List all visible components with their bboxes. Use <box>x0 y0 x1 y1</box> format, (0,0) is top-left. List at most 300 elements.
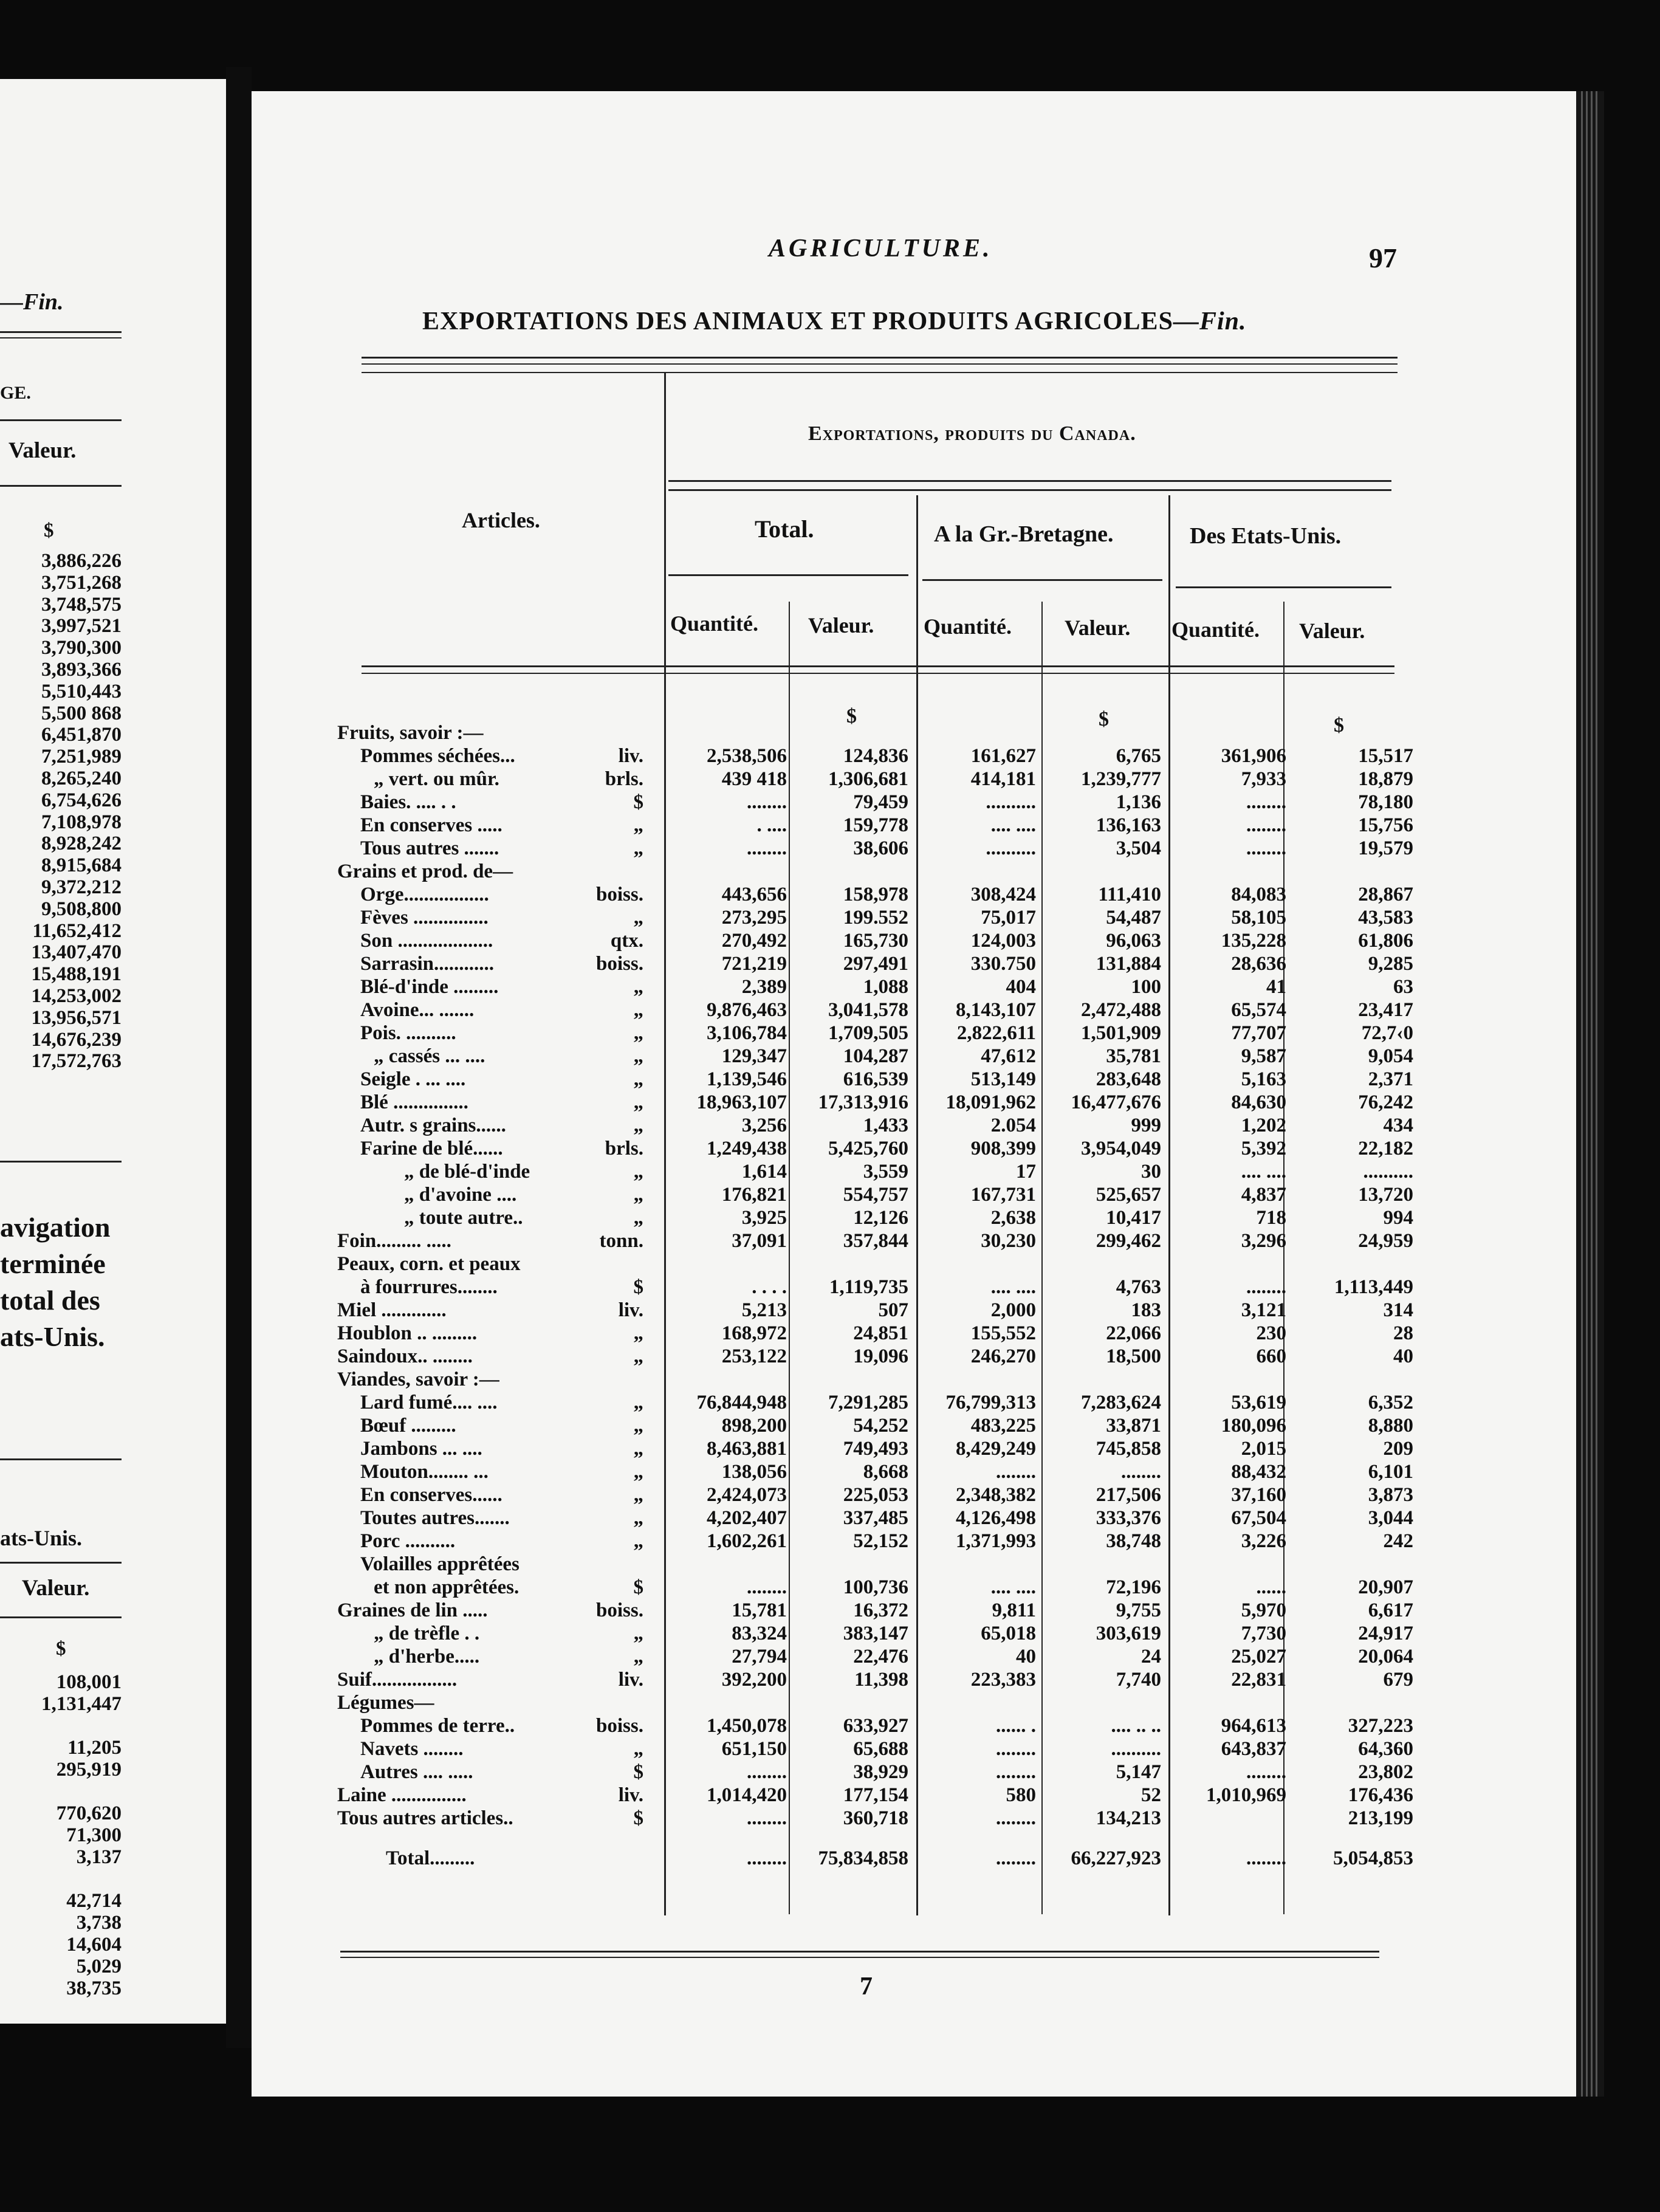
row-label: Toutes autres....... <box>360 1507 510 1529</box>
us-value-cell: 15,517 <box>1358 745 1413 767</box>
row-unit: „ <box>633 976 643 998</box>
us-value-cell: 2,371 <box>1368 1068 1413 1090</box>
row-label: Graines de lin ..... <box>337 1599 488 1621</box>
left-valeur-heading: Valeur. <box>9 438 77 463</box>
row-label-cell <box>337 860 647 883</box>
row-label: En conserves ..... <box>360 814 502 836</box>
row-label: „ cassés ... .... <box>374 1045 485 1067</box>
table-row <box>337 1807 1413 1830</box>
total-row <box>337 1830 1413 1870</box>
row-label: „ de trèfle . . <box>374 1623 480 1644</box>
gb-quantity-cell: .... .... <box>990 1576 1036 1598</box>
total-gb-quantity-cell: ........ <box>996 1847 1036 1869</box>
us-value-cell: 63 <box>1393 976 1413 998</box>
left-value: 7,108,978 <box>41 811 122 833</box>
left-sub-dollar: $ <box>56 1638 66 1660</box>
total-quantity-cell: . . . . <box>752 1276 787 1298</box>
row-label: Viandes, savoir :— <box>337 1369 499 1390</box>
gb-value-cell: 72,196 <box>1106 1576 1161 1598</box>
total-value-cell: 8,668 <box>863 1461 908 1483</box>
gb-value-cell: 1,501,909 <box>1081 1022 1161 1044</box>
row-unit: „ <box>633 1507 643 1529</box>
us-quantity-cell <box>1161 1807 1286 1830</box>
page-edge <box>1576 91 1604 2097</box>
row-unit: „ <box>633 1322 643 1344</box>
left-value: 3,748,575 <box>41 593 122 616</box>
total-quantity-cell: 4,202,407 <box>707 1507 787 1529</box>
gb-value-cell: 5,147 <box>1116 1761 1161 1783</box>
total-value-cell <box>787 1252 908 1276</box>
gb-quantity-cell: 17 <box>1016 1161 1036 1183</box>
rule <box>362 363 1398 365</box>
us-value-cell: 20,064 <box>1358 1646 1413 1668</box>
us-quantity-cell: 3,121 <box>1241 1299 1286 1321</box>
total-qty-heading: Quantité. <box>670 611 759 636</box>
us-value-cell: 434 <box>1383 1115 1413 1136</box>
left-value: 108,001 <box>56 1671 122 1693</box>
exports-table <box>337 721 1413 1870</box>
gb-quantity-cell: 76,799,313 <box>945 1392 1036 1413</box>
row-label-cell <box>337 1345 647 1368</box>
row-unit: „ <box>633 1184 643 1206</box>
total-value-cell: 1,306,681 <box>828 768 908 790</box>
total-quantity-cell: 3,256 <box>741 1115 787 1136</box>
row-unit: boiss. <box>596 1715 643 1737</box>
total-quantity-cell <box>647 1553 787 1576</box>
rule <box>0 331 122 333</box>
total-value-cell: 225,053 <box>843 1484 908 1506</box>
gb-value-cell: 111,410 <box>1098 884 1161 905</box>
row-label-cell <box>337 1437 647 1460</box>
table-row <box>337 1345 1413 1368</box>
total-value-cell: 633,927 <box>843 1715 908 1737</box>
gb-quantity-cell: 8,143,107 <box>956 999 1036 1021</box>
table-row <box>337 1553 1413 1576</box>
rule <box>362 673 1394 674</box>
gb-quantity-cell: ........ <box>996 1461 1036 1483</box>
row-label-cell <box>337 1576 647 1599</box>
gb-value-cell: 303,619 <box>1096 1623 1161 1644</box>
left-dollar-sign: $ <box>44 520 54 541</box>
gb-value-cell: 7,283,624 <box>1081 1392 1161 1413</box>
row-label: Orge................. <box>360 884 489 905</box>
left-value: 3,886,226 <box>41 550 122 572</box>
gb-quantity-cell <box>908 1252 1036 1276</box>
gb-value-cell: 52 <box>1141 1784 1161 1806</box>
gb-value-cell: 54,487 <box>1106 907 1161 929</box>
row-label-cell <box>337 929 647 952</box>
us-value-cell: 78,180 <box>1358 791 1413 813</box>
row-label-cell <box>337 883 647 906</box>
row-label-cell <box>337 1322 647 1345</box>
total-total-quantity-cell: ........ <box>747 1847 787 1869</box>
us-value-cell: 28,867 <box>1358 884 1413 905</box>
left-value: 3,790,300 <box>41 637 122 659</box>
rule <box>0 337 122 338</box>
us-quantity-cell: 230 <box>1256 1322 1286 1344</box>
gb-value-cell: 30 <box>1141 1161 1161 1183</box>
total-quantity-cell: 270,492 <box>721 930 787 952</box>
total-quantity-cell: 83,324 <box>732 1623 787 1644</box>
row-unit: liv. <box>618 1784 643 1806</box>
total-quantity-cell: 168,972 <box>721 1322 787 1344</box>
row-label-cell <box>337 1737 647 1760</box>
total-quantity-cell: 15,781 <box>732 1599 787 1621</box>
row-label-cell <box>337 1160 647 1183</box>
us-quantity-cell: 4,837 <box>1241 1184 1286 1206</box>
total-value-cell: 1,119,735 <box>829 1276 908 1298</box>
table-row <box>337 1091 1413 1114</box>
us-value-cell: 72,7‹0 <box>1361 1022 1413 1044</box>
left-value: 14,604 <box>66 1934 122 1956</box>
table-row <box>337 1229 1413 1252</box>
table-row <box>337 1506 1413 1530</box>
row-label: Mouton........ ... <box>360 1461 489 1483</box>
total-value-cell: 38,929 <box>853 1761 908 1783</box>
table-row <box>337 1276 1413 1299</box>
row-label: Bœuf ......... <box>360 1415 456 1437</box>
gb-quantity-cell: 404 <box>1006 976 1036 998</box>
total-value-cell: 7,291,285 <box>828 1392 908 1413</box>
row-label-cell <box>337 1368 647 1391</box>
row-label-cell <box>337 768 647 791</box>
table-row <box>337 1784 1413 1807</box>
row-label-cell <box>337 1114 647 1137</box>
left-value: 5,029 <box>76 1956 122 1977</box>
table-row <box>337 1645 1413 1668</box>
gb-value-cell: 999 <box>1131 1115 1161 1136</box>
total-value-cell: 616,539 <box>843 1068 908 1090</box>
total-quantity-cell: 18,963,107 <box>696 1091 787 1113</box>
dollar-gb: $ <box>1099 708 1109 730</box>
total-value-cell: 297,491 <box>843 953 908 975</box>
gb-quantity-cell: ........ <box>996 1738 1036 1760</box>
gb-quantity-cell: 167,731 <box>970 1184 1036 1206</box>
left-value: 3,137 <box>76 1846 122 1868</box>
total-value-cell: 104,287 <box>843 1045 908 1067</box>
left-value: 3,738 <box>76 1912 122 1934</box>
us-quantity-cell: ........ <box>1246 814 1286 836</box>
articles-heading: Articles. <box>462 508 540 532</box>
left-sub-valeur: Valeur. <box>22 1576 90 1601</box>
row-label-cell <box>337 1276 647 1299</box>
gb-value-cell <box>1036 721 1161 744</box>
us-quantity-cell: 5,163 <box>1241 1068 1286 1090</box>
row-label: „ d'avoine .... <box>404 1184 517 1206</box>
table-row <box>337 1206 1413 1229</box>
us-value-cell: 176,436 <box>1348 1784 1413 1806</box>
table-row <box>337 791 1413 814</box>
us-quantity-cell: 5,392 <box>1241 1138 1286 1159</box>
row-unit: „ <box>633 1646 643 1668</box>
total-value-cell: 383,147 <box>843 1623 908 1644</box>
total-value-cell: 5,425,760 <box>828 1138 908 1159</box>
us-value-cell: 76,242 <box>1358 1091 1413 1113</box>
total-value-cell: 52,152 <box>853 1530 908 1552</box>
us-value-cell <box>1286 1691 1413 1714</box>
total-value-cell: 749,493 <box>843 1438 908 1460</box>
us-value-cell: 19,579 <box>1358 837 1413 859</box>
row-label: Foin......... ..... <box>337 1230 451 1252</box>
us-value-cell <box>1286 1252 1413 1276</box>
total-quantity-cell <box>647 721 787 744</box>
row-label: Miel ............. <box>337 1299 447 1321</box>
row-label-cell <box>337 744 647 768</box>
rule <box>0 1616 122 1618</box>
row-label-cell <box>337 837 647 860</box>
us-value-cell: 15,756 <box>1358 814 1413 836</box>
gb-value-cell: 33,871 <box>1106 1415 1161 1437</box>
us-qty-heading: Quantité. <box>1171 617 1260 642</box>
us-value-cell: 9,285 <box>1368 953 1413 975</box>
us-quantity-cell: 3,226 <box>1241 1530 1286 1552</box>
total-quantity-cell: 176,821 <box>721 1184 787 1206</box>
row-label-cell <box>337 1045 647 1068</box>
row-label-cell <box>337 1091 647 1114</box>
total-value-cell: 165,730 <box>843 930 908 952</box>
table-row <box>337 1299 1413 1322</box>
rule <box>0 1562 122 1564</box>
gb-quantity-cell: 2,348,382 <box>956 1484 1036 1506</box>
row-label-cell <box>337 1668 647 1691</box>
us-value-cell: 43,583 <box>1358 907 1413 929</box>
total-value-cell: 337,485 <box>843 1507 908 1529</box>
left-value: 71,300 <box>66 1824 122 1846</box>
total-value-cell: 357,844 <box>843 1230 908 1252</box>
row-unit: tonn. <box>599 1230 643 1252</box>
gb-quantity-cell: 65,018 <box>981 1623 1036 1644</box>
table-row <box>337 1368 1413 1391</box>
left-value: 17,572,763 <box>31 1050 122 1073</box>
us-value-cell: 3,044 <box>1368 1507 1413 1529</box>
gb-value-cell <box>1036 1691 1161 1714</box>
rule <box>668 480 1391 482</box>
row-label: Autres .... ..... <box>360 1761 473 1783</box>
us-value-cell: 209 <box>1383 1438 1413 1460</box>
total-value-cell <box>787 860 908 883</box>
us-quantity-cell: .... .... <box>1241 1161 1286 1183</box>
us-value-cell: 242 <box>1383 1530 1413 1552</box>
gb-value-cell: .......... <box>1111 1738 1161 1760</box>
us-value-cell <box>1286 1368 1413 1391</box>
gb-quantity-cell <box>908 1368 1036 1391</box>
left-value: 8,915,684 <box>41 854 122 877</box>
gb-value-cell: 525,657 <box>1096 1184 1161 1206</box>
gb-quantity-cell: 2,000 <box>990 1299 1036 1321</box>
gb-quantity-cell: .... .... <box>990 814 1036 836</box>
total-quantity-cell: ........ <box>747 791 787 813</box>
gb-value-cell: 38,748 <box>1106 1530 1161 1552</box>
left-note <box>0 1209 122 1355</box>
us-quantity-cell: 964,613 <box>1221 1715 1286 1737</box>
row-label-cell <box>337 1022 647 1045</box>
row-unit: „ <box>633 1115 643 1136</box>
us-quantity-cell: 1,010,969 <box>1206 1784 1286 1806</box>
us-value-cell <box>1286 721 1413 744</box>
total-value-cell: 38,606 <box>853 837 908 859</box>
left-value: 14,676,239 <box>31 1028 122 1051</box>
total-value-cell: 12,126 <box>853 1207 908 1229</box>
row-label: Jambons ... .... <box>360 1438 482 1460</box>
us-quantity-cell: 7,933 <box>1241 768 1286 790</box>
row-label-cell <box>337 998 647 1022</box>
us-quantity-cell <box>1161 1368 1286 1391</box>
row-label: Pois. .......... <box>360 1022 456 1044</box>
gb-value-cell: 7,740 <box>1116 1669 1161 1691</box>
row-unit: „ <box>633 1623 643 1644</box>
total-value-cell <box>787 1691 908 1714</box>
gb-quantity-cell: .......... <box>986 791 1036 813</box>
us-value-cell: 327,223 <box>1348 1715 1413 1737</box>
gb-quantity-cell: .......... <box>986 837 1036 859</box>
total-value-cell <box>787 1553 908 1576</box>
gb-value-cell: 136,163 <box>1096 814 1161 836</box>
row-label: Pommes de terre.. <box>360 1715 515 1737</box>
gb-quantity-cell: 40 <box>1016 1646 1036 1668</box>
left-value: 13,956,571 <box>31 1006 122 1029</box>
total-quantity-cell: ........ <box>747 1807 787 1829</box>
gb-quantity-cell: 9,811 <box>992 1599 1036 1621</box>
total-value-cell: 3,041,578 <box>828 999 908 1021</box>
table-title <box>422 307 1246 336</box>
us-value-cell: 23,802 <box>1358 1761 1413 1783</box>
us-value-cell <box>1286 1553 1413 1576</box>
gb-quantity-cell <box>908 1691 1036 1714</box>
us-value-cell: 994 <box>1383 1207 1413 1229</box>
table-row <box>337 952 1413 975</box>
left-sub-heading: ats-Unis. <box>0 1526 83 1550</box>
us-quantity-cell: 84,630 <box>1231 1091 1286 1113</box>
left-value: 3,893,366 <box>41 658 122 681</box>
gb-quantity-cell: 2,638 <box>990 1207 1036 1229</box>
total-heading: Total. <box>755 515 814 543</box>
left-value: 6,451,870 <box>41 724 122 746</box>
us-value-cell: 20,907 <box>1358 1576 1413 1598</box>
total-val-heading: Valeur. <box>808 613 874 637</box>
table-row <box>337 1045 1413 1068</box>
total-quantity-cell: 138,056 <box>721 1461 787 1483</box>
row-label-cell <box>337 1553 647 1576</box>
left-values-bottom <box>41 1671 122 1999</box>
total-quantity-cell: 1,139,546 <box>707 1068 787 1090</box>
row-label: Blé ............... <box>360 1091 468 1113</box>
row-label: Tous autres articles.. <box>337 1807 513 1829</box>
gb-quantity-cell: 161,627 <box>970 745 1036 767</box>
gb-quantity-cell: 47,612 <box>981 1045 1036 1067</box>
table-row <box>337 1714 1413 1737</box>
gb-value-cell: 9,755 <box>1116 1599 1161 1621</box>
row-label: Blé-d'inde ......... <box>360 976 499 998</box>
row-label-cell <box>337 1714 647 1737</box>
total-value-cell: 1,709,505 <box>828 1022 908 1044</box>
left-value: 9,508,800 <box>41 898 122 920</box>
gb-val-heading: Valeur. <box>1065 616 1131 640</box>
us-heading: Des Etats-Unis. <box>1190 523 1342 549</box>
table-row <box>337 1483 1413 1506</box>
left-value: 14,253,002 <box>31 984 122 1007</box>
row-label-cell <box>337 952 647 975</box>
gb-value-cell: 333,376 <box>1096 1507 1161 1529</box>
left-value: 11,205 <box>67 1737 122 1759</box>
total-quantity-cell <box>647 1368 787 1391</box>
gb-quantity-cell: 30,230 <box>981 1230 1036 1252</box>
gb-quantity-cell: 330.750 <box>970 953 1036 975</box>
us-quantity-cell: 643,837 <box>1221 1738 1286 1760</box>
total-quantity-cell: 439 418 <box>721 768 787 790</box>
table-row <box>337 1391 1413 1414</box>
us-value-cell: 40 <box>1393 1345 1413 1367</box>
row-label: „ vert. ou mûr. <box>374 768 499 790</box>
gb-quantity-cell: 308,424 <box>970 884 1036 905</box>
row-unit: $ <box>633 791 643 813</box>
row-label: à fourrures........ <box>360 1276 498 1298</box>
total-quantity-cell: 9,876,463 <box>707 999 787 1021</box>
row-unit: boiss. <box>596 953 643 975</box>
row-label-cell <box>337 1645 647 1668</box>
total-quantity-cell: 1,614 <box>741 1161 787 1183</box>
total-quantity-cell: 3,106,784 <box>707 1022 787 1044</box>
row-label: Grains et prod. de— <box>337 860 513 882</box>
us-quantity-cell: 67,504 <box>1231 1507 1286 1529</box>
row-label-cell <box>337 1530 647 1553</box>
left-value: 7,251,989 <box>41 746 122 768</box>
gb-quantity-cell <box>908 1553 1036 1576</box>
gb-quantity-cell <box>908 860 1036 883</box>
total-value-cell: 554,757 <box>843 1184 908 1206</box>
total-quantity-cell: 76,844,948 <box>696 1392 787 1413</box>
rule <box>668 574 908 576</box>
table-row <box>337 1437 1413 1460</box>
row-unit: brls. <box>605 1138 643 1159</box>
row-unit: $ <box>633 1761 643 1783</box>
row-unit: „ <box>633 1045 643 1067</box>
us-quantity-cell: 65,574 <box>1231 999 1286 1021</box>
total-total-value-cell: 75,834,858 <box>818 1847 908 1869</box>
left-col-fragment: GE. <box>0 383 31 403</box>
row-unit: „ <box>633 1091 643 1113</box>
us-quantity-cell: 3,296 <box>1241 1230 1286 1252</box>
row-label-cell <box>337 814 647 837</box>
rule <box>0 419 122 421</box>
total-us-quantity-cell: ........ <box>1246 1847 1286 1869</box>
left-note-line: total des <box>0 1285 100 1316</box>
row-unit: „ <box>633 907 643 929</box>
us-value-cell: 314 <box>1383 1299 1413 1321</box>
gb-value-cell: 100 <box>1131 976 1161 998</box>
us-value-cell: 61,806 <box>1358 930 1413 952</box>
row-unit: „ <box>633 1161 643 1183</box>
table-row <box>337 1530 1413 1553</box>
left-value: 13,407,470 <box>31 941 122 964</box>
total-value-cell: 11,398 <box>854 1669 908 1691</box>
row-label-cell <box>337 791 647 814</box>
total-quantity-cell: ........ <box>747 837 787 859</box>
total-quantity-cell: 273,295 <box>721 907 787 929</box>
table-row <box>337 1460 1413 1483</box>
gb-heading: A la Gr.-Bretagne. <box>934 521 1114 547</box>
dollar-us: $ <box>1334 714 1344 737</box>
table-row <box>337 1760 1413 1784</box>
total-quantity-cell: ........ <box>747 1761 787 1783</box>
row-unit: qtx. <box>610 930 643 952</box>
row-label-cell <box>337 1137 647 1160</box>
us-quantity-cell: 84,083 <box>1231 884 1286 905</box>
us-quantity-cell: 53,619 <box>1231 1392 1286 1413</box>
us-value-cell: 8,880 <box>1368 1415 1413 1437</box>
total-value-cell: 19,096 <box>853 1345 908 1367</box>
gb-quantity-cell: 246,270 <box>970 1345 1036 1367</box>
table-row <box>337 1599 1413 1622</box>
